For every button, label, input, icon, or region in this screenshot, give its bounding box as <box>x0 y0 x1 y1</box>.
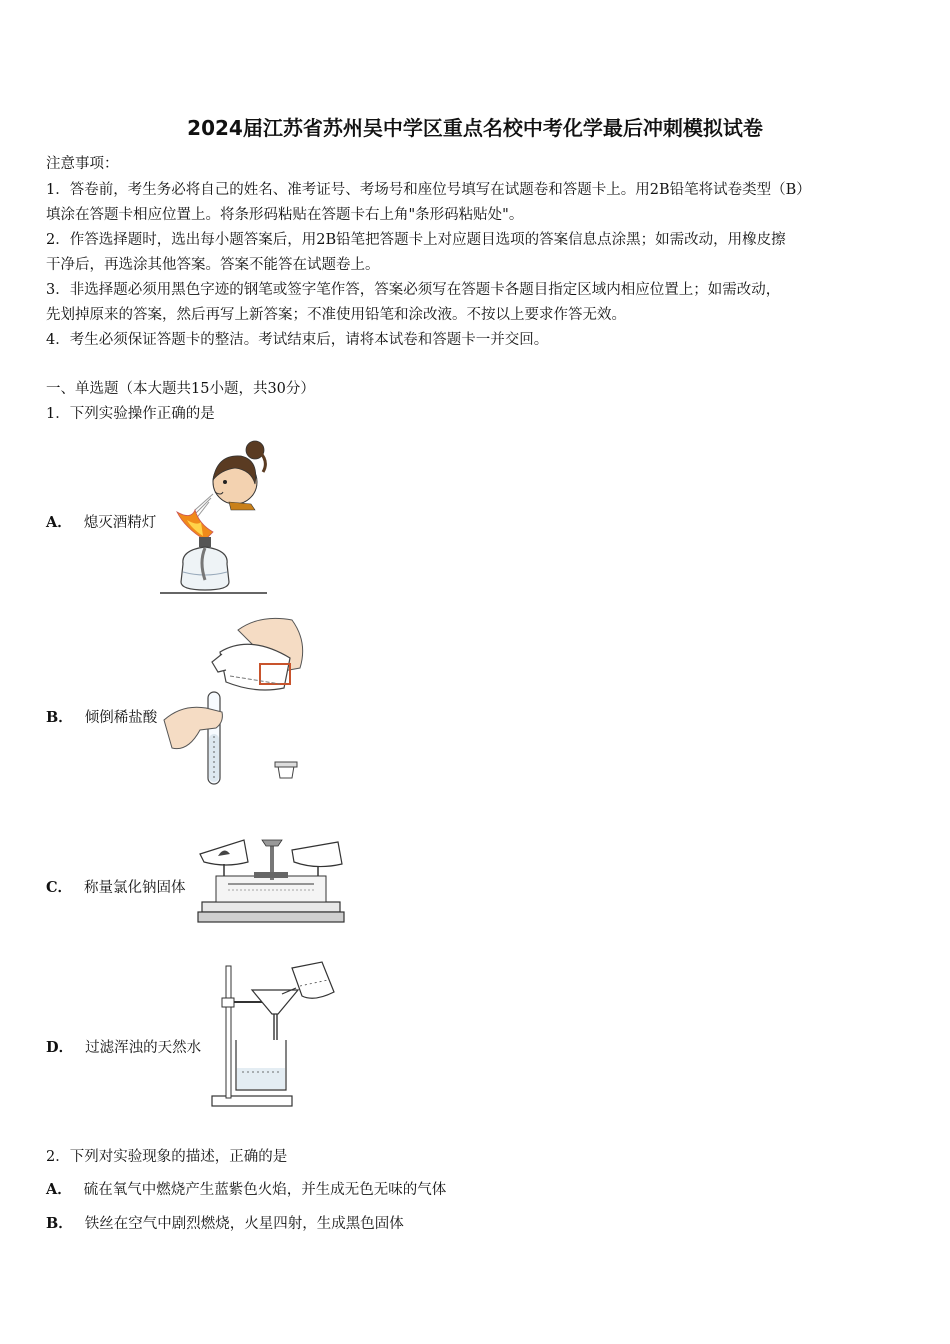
notice-line: 4．考生必须保证答题卡的整洁。考试结束后，请将本试卷和答题卡一并交回。 <box>46 332 549 348</box>
q2-option-a <box>46 1178 446 1199</box>
notice-line: 先划掉原来的答案，然后再写上新答案；不准使用铅笔和涂改液。不按以上要求作答无效。 <box>46 307 626 323</box>
option-letter: C． <box>46 879 73 896</box>
section-heading: 一、单选题（本大题共15小题，共30分） <box>46 381 315 397</box>
option-text: 铁丝在空气中剧烈燃烧，火星四射，生成黑色固体 <box>84 1216 404 1232</box>
notice-line: 干净后，再选涂其他答案。答案不能答在试题卷上。 <box>46 257 380 273</box>
notice-line: 2．作答选择题时，选出每小题答案后，用2B铅笔把答题卡上对应题目选项的答案信息点涂黑；如需改动，用橡皮擦 <box>46 232 786 248</box>
option-text: 称量氯化钠固体 <box>84 880 186 896</box>
q2-option-b <box>46 1212 404 1233</box>
option-letter: D． <box>46 1039 74 1056</box>
option-text: 过滤浑浊的天然水 <box>85 1040 202 1056</box>
option-letter: A． <box>46 514 72 531</box>
pouring-acid-illustration <box>160 612 310 790</box>
q1-option-b <box>46 706 157 727</box>
notice-line: 填涂在答题卡相应位置上。将条形码粘贴在答题卡右上角"条形码粘贴处"。 <box>46 207 524 223</box>
notice-line: 1．答卷前，考生务必将自己的姓名、准考证号、考场号和座位号填写在试题卷和答题卡上。用2B铅笔将试卷类型（B） <box>46 182 811 198</box>
filtration-setup-illustration <box>210 960 340 1110</box>
option-letter: A． <box>46 1181 72 1198</box>
blowing-out-lamp-illustration <box>155 432 270 597</box>
option-text: 熄灭酒精灯 <box>83 515 157 531</box>
option-text: 硫在氧气中燃烧产生蓝紫色火焰，并生成无色无味的气体 <box>83 1182 447 1198</box>
q1-option-d <box>46 1036 201 1057</box>
q1-option-a <box>46 511 156 532</box>
weighing-balance-illustration <box>196 832 346 928</box>
option-letter: B． <box>46 1215 73 1232</box>
option-text: 倾倒稀盐酸 <box>84 710 158 726</box>
notice-line: 3．非选择题必须用黑色字迹的钢笔或签字笔作答，答案必须写在答题卡各题目指定区域内相应位置上；如需改动， <box>46 282 781 298</box>
question-2-stem: 2．下列对实验现象的描述，正确的是 <box>46 1149 288 1165</box>
exam-title: 2024届江苏省苏州吴中学区重点名校中考化学最后冲刺模拟试卷 <box>187 116 763 140</box>
q1-option-c <box>46 876 186 897</box>
option-letter: B． <box>46 709 73 726</box>
question-1-stem: 1．下列实验操作正确的是 <box>46 406 215 422</box>
notice-heading: 注意事项： <box>46 156 119 172</box>
